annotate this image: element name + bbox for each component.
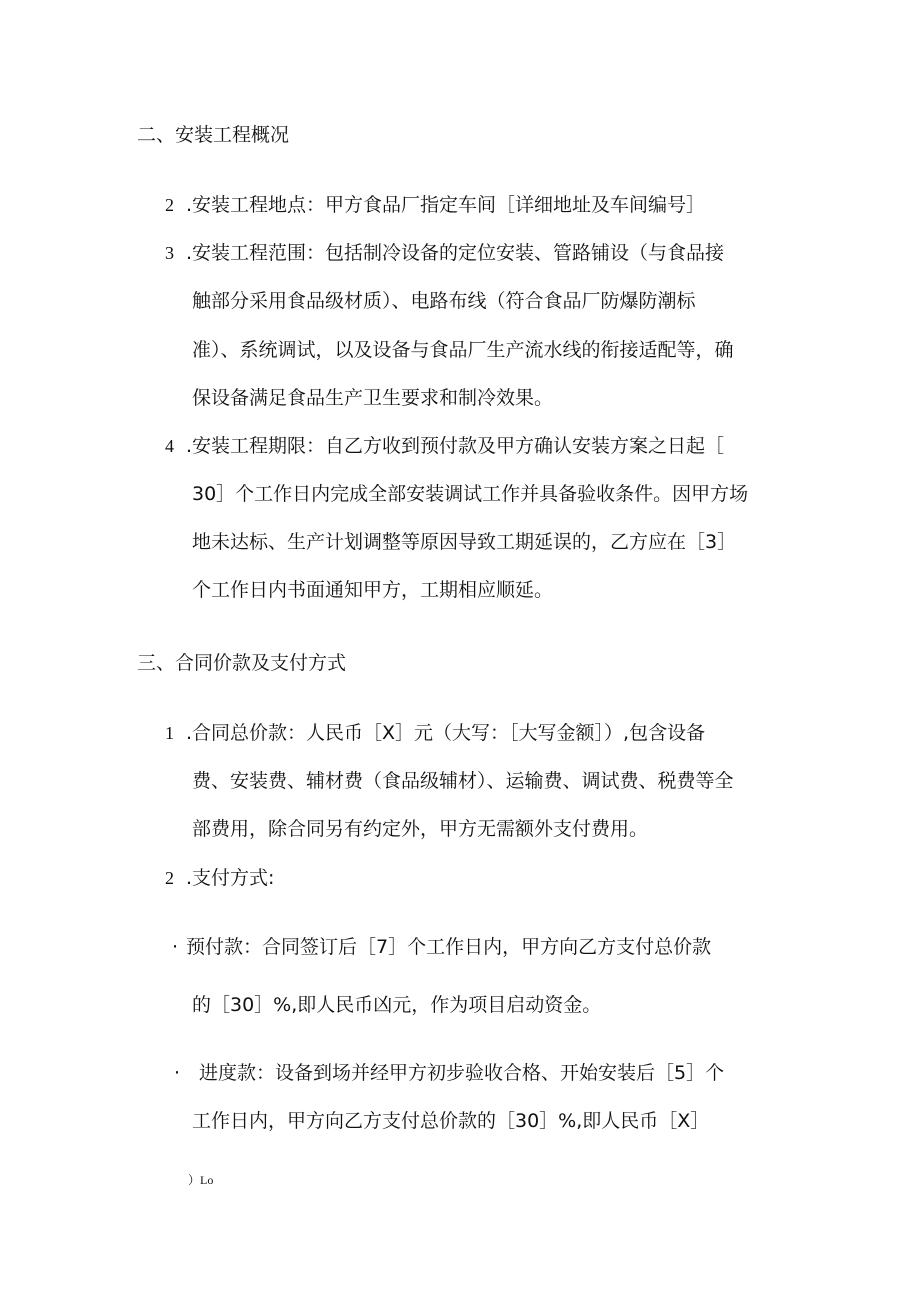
trailing-fragment: ）Lo [188, 1173, 214, 1187]
item-number: 2 [165, 195, 174, 215]
advance-payment-line-2: 的［30］%,即人民币凶元，作为项目启动资金。 [192, 994, 602, 1016]
item-number: 1 [165, 723, 174, 743]
advance-payment-line-1: 预付款：合同签订后［7］个工作日内，甲方向乙方支付总价款 [186, 936, 712, 958]
item-4-line-1: .安装工程期限：自乙方收到预付款及甲方确认安装方案之日起［ [186, 435, 725, 457]
payment-method-label: .支付方式: [186, 867, 275, 889]
item-4-line-3: 地未达标、生产计划调整等原因导致工期延误的，乙方应在［3］ [192, 531, 737, 553]
item-number: 2 [165, 868, 174, 888]
section-3-title: 三、合同价款及支付方式 [137, 652, 347, 674]
item-3-line-2: 触部分采用食品级材质）、电路布线（符合食品厂防爆防潮标 [192, 290, 696, 312]
item-number: 3 [165, 243, 174, 263]
item-1-line-1: .合同总价款：人民币［X］元（大写：［大写金额］）,包含设备 [186, 722, 706, 744]
progress-payment-line-2: 工作日内，甲方向乙方支付总价款的［30］%,即人民币［X］ [192, 1110, 710, 1132]
bullet-mark: · [172, 936, 179, 958]
item-3-line-3: 准）、系统调试，以及设备与食品厂生产流水线的衔接适配等，确 [192, 339, 734, 361]
item-4-line-4: 个工作日内书面通知甲方，工期相应顺延。 [192, 579, 554, 601]
item-2-line-1: .安装工程地点：甲方食品厂指定车间［详细地址及车间编号］ [186, 194, 706, 216]
item-1-line-3: 部费用，除合同另有约定外，甲方无需额外支付费用。 [192, 818, 649, 840]
item-3-line-4: 保设备满足食品生产卫生要求和制冷效果。 [192, 387, 554, 409]
item-number: 4 [165, 436, 174, 456]
item-3-line-1: .安装工程范围：包括制冷设备的定位安装、管路铺设（与食品接 [186, 242, 725, 264]
progress-payment-line-1: 进度款：设备到场并经甲方初步验收合格、开始安装后［5］个 [199, 1062, 725, 1084]
item-1-line-2: 费、安装费、辅材费（食品级辅材）、运输费、调试费、税费等全 [192, 770, 734, 792]
item-4-line-2: 30］个工作日内完成全部安装调试工作并具备验收条件。因甲方场 [192, 483, 749, 505]
bullet-mark: · [174, 1062, 181, 1084]
section-2-title: 二、安装工程概况 [137, 124, 290, 146]
